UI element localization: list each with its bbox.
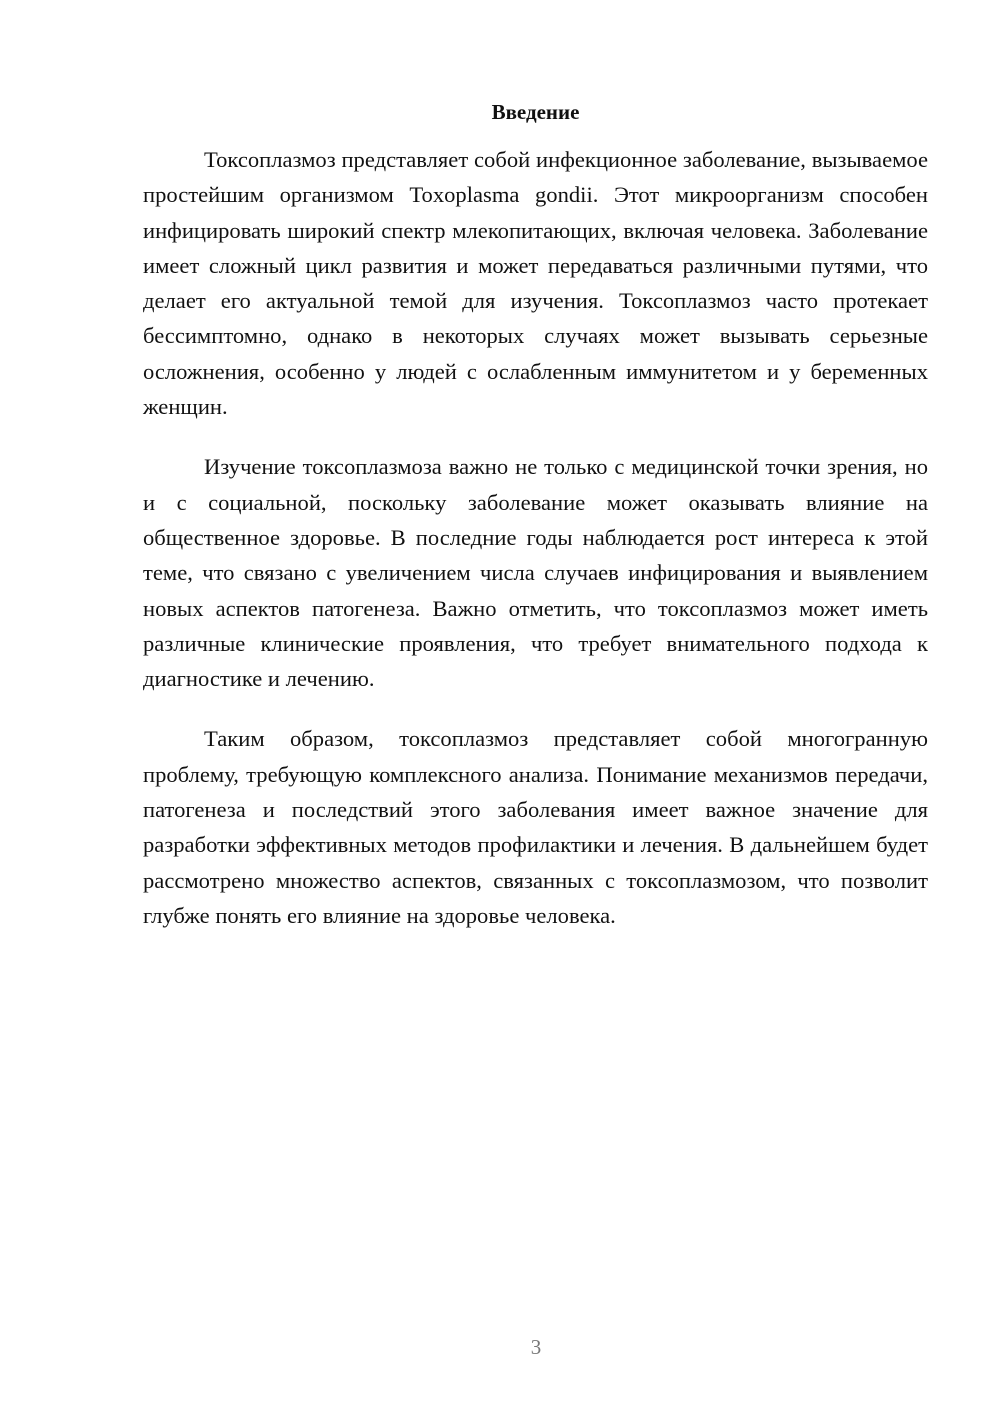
body-text [143,142,928,958]
paragraph-2: Изучение токсоплазмоза важно не только с медицинской точки зрения, но и с социальной, поскольку заболевание может оказывать влияние на общественное здоровье. В последние годы наблюдается рост интереса к этой теме, что связано с увеличением числа случаев инфицирования и выявлением новых аспектов патогенеза. Важно отметить, что токсоплазмоз может иметь различные клинические проявления, что требует внимательного подхода к диагностике и лечению. [143,454,928,692]
section-heading: Введение [491,100,580,124]
paragraph-1: Токсоплазмоз представляет собой инфекционное заболевание, вызываемое простейшим организмом Toxoplasma gondii. Этот микроорганизм способен инфицировать широкий спектр млекопитающих, включая человека. Заболевание имеет сложный цикл развития и может передаваться различными путями, что делает его актуальной темой для изучения. Токсоплазмоз часто протекает бессимптомно, однако в некоторых случаях может вызывать серьезные осложнения, особенно у людей с ослабленным иммунитетом и у беременных женщин. [143,147,928,420]
page-number: 3 [530,1335,542,1359]
paragraph-3: Таким образом, токсоплазмоз представляет собой многогранную проблему, требующую комплексного анализа. Понимание механизмов передачи, патогенеза и последствий этого заболевания имеет важное значение для разработки эффективных методов профилактики и лечения. В дальнейшем будет рассмотрено множество аспектов, связанных с токсоплазмозом, что позволит глубже понять его влияние на здоровье человека. [143,726,928,928]
